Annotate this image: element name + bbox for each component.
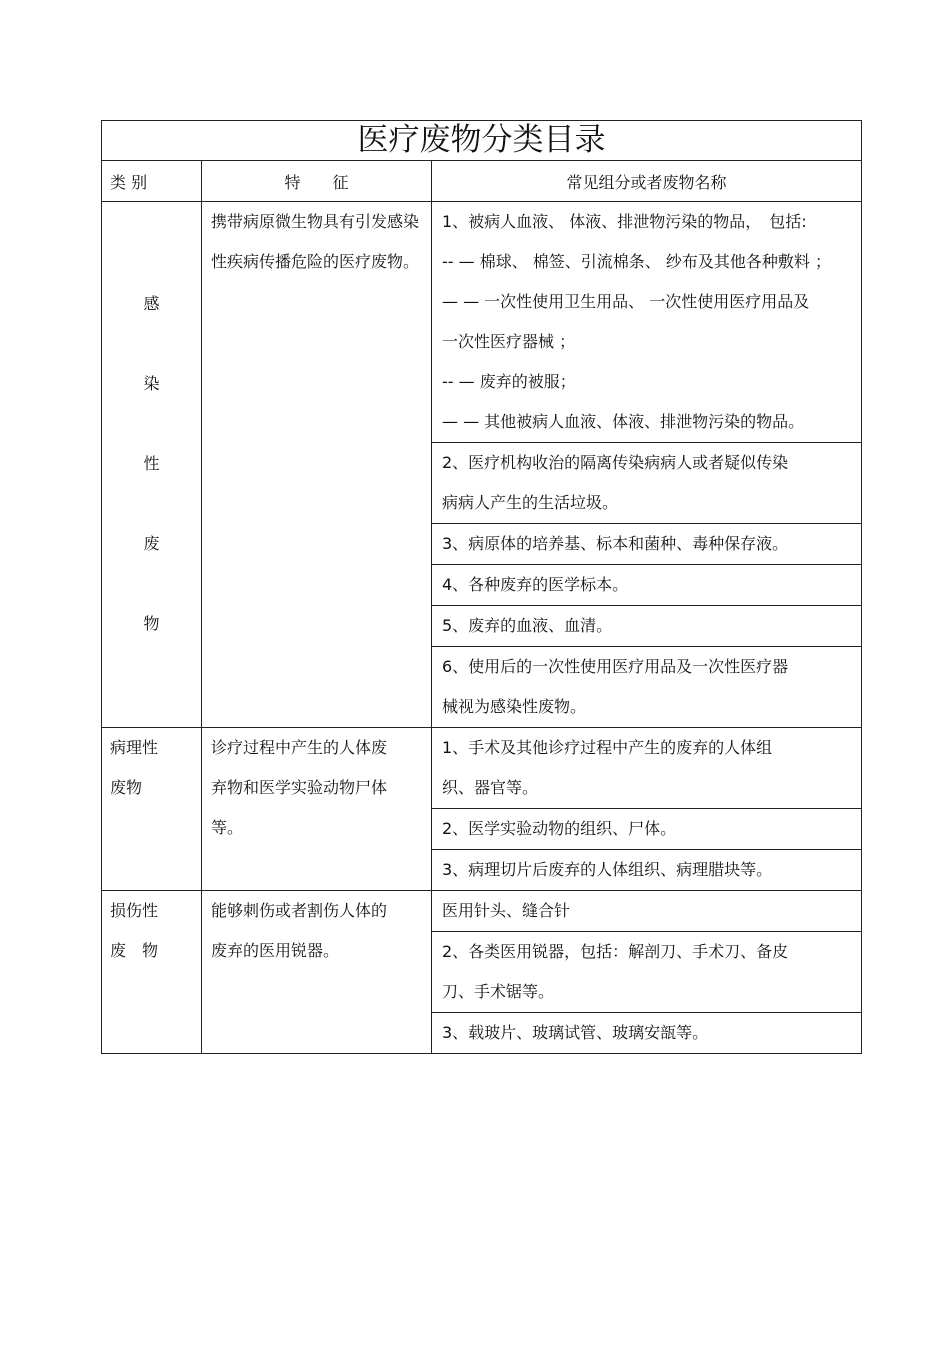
feature-line: 诊疗过程中产生的人体废 bbox=[211, 738, 388, 757]
item-line: 医用针头、缝合针 bbox=[442, 901, 571, 920]
item-line: -- — 废弃的被服； bbox=[442, 372, 576, 391]
category-pathological bbox=[102, 728, 202, 891]
item-line: 一次性医疗器械 ； bbox=[442, 332, 576, 351]
feature-sharps bbox=[202, 891, 432, 1054]
item-cell bbox=[432, 850, 862, 891]
medical-waste-table bbox=[101, 120, 862, 1054]
item-line: 刀、手术锯等。 bbox=[442, 982, 555, 1001]
item-line: — — 其他被病人血液、体液、排泄物污染的物品。 bbox=[442, 412, 805, 431]
category-char: 性 bbox=[143, 454, 160, 473]
category-char: 物 bbox=[143, 614, 160, 633]
item-cell bbox=[432, 443, 862, 524]
category-line: 病理性 bbox=[110, 738, 159, 757]
item-line: 3、病理切片后废弃的人体组织、病理腊块等。 bbox=[442, 860, 773, 879]
item-line: 2、医疗机构收治的隔离传染病病人或者疑似传染 bbox=[442, 453, 789, 472]
category-line: 废 物 bbox=[110, 941, 159, 960]
feature-line: 能够刺伤或者割伤人体的 bbox=[211, 901, 388, 920]
item-cell bbox=[432, 565, 862, 606]
header-feature: 特 征 bbox=[202, 161, 432, 202]
item-line: 3、病原体的培养基、标本和菌种、毒种保存液。 bbox=[442, 534, 789, 553]
item-cell bbox=[432, 606, 862, 647]
item-cell bbox=[432, 809, 862, 850]
category-line: 废物 bbox=[110, 778, 143, 797]
feature-line: 等。 bbox=[211, 818, 244, 837]
header-category: 类 别 bbox=[102, 161, 202, 202]
feature-line: 弃物和医学实验动物尸体 bbox=[211, 778, 388, 797]
item-line: 1、手术及其他诊疗过程中产生的废弃的人体组 bbox=[442, 738, 773, 757]
header-items: 常见组分或者废物名称 bbox=[432, 161, 862, 202]
item-cell bbox=[432, 1013, 862, 1054]
item-line: 6、使用后的一次性使用医疗用品及一次性医疗器 bbox=[442, 657, 789, 676]
feature-line: 废弃的医用锐器。 bbox=[211, 941, 340, 960]
item-line: 3、载玻片、玻璃试管、玻璃安瓿等。 bbox=[442, 1023, 709, 1042]
item-line: 2、各类医用锐器，包括：解剖刀、手术刀、备皮 bbox=[442, 942, 789, 961]
item-line: -- — 棉球、 棉签、引流棉条、 纱布及其他各种敷料 ； bbox=[442, 252, 831, 271]
item-cell bbox=[432, 728, 862, 809]
document-title: 医疗废物分类目录 bbox=[102, 121, 862, 161]
category-char: 感 bbox=[143, 294, 160, 313]
item-cell bbox=[432, 202, 862, 443]
item-line: — — 一次性使用卫生用品、 一次性使用医疗用品及 bbox=[442, 292, 810, 311]
category-line: 损伤性 bbox=[110, 901, 159, 920]
category-char: 染 bbox=[143, 374, 160, 393]
item-line: 1、被病人血液、 体液、排泄物污染的物品， 包括: bbox=[442, 212, 807, 231]
item-line: 病病人产生的生活垃圾。 bbox=[442, 493, 619, 512]
category-sharps bbox=[102, 891, 202, 1054]
category-infectious bbox=[102, 202, 202, 728]
feature-pathological bbox=[202, 728, 432, 891]
item-line: 2、医学实验动物的组织、尸体。 bbox=[442, 819, 677, 838]
category-char: 废 bbox=[143, 534, 160, 553]
item-cell bbox=[432, 932, 862, 1013]
item-line: 5、废弃的血液、血清。 bbox=[442, 616, 613, 635]
item-line: 械视为感染性废物。 bbox=[442, 697, 587, 716]
item-line: 织、器官等。 bbox=[442, 778, 539, 797]
item-cell bbox=[432, 647, 862, 728]
feature-infectious: 携带病原微生物具有引发感染性疾病传播危险的医疗废物。 bbox=[202, 202, 432, 728]
item-cell bbox=[432, 524, 862, 565]
item-line: 4、各种废弃的医学标本。 bbox=[442, 575, 629, 594]
item-cell bbox=[432, 891, 862, 932]
